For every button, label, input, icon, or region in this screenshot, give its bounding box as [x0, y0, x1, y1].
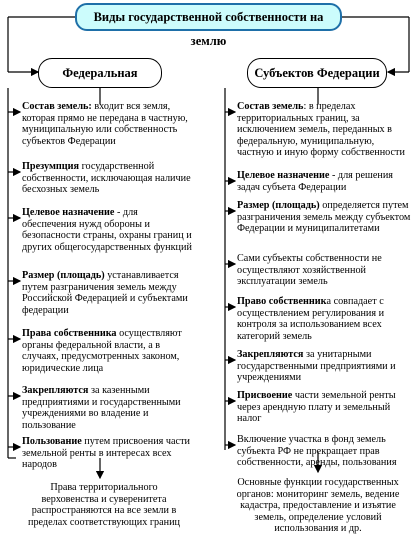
- federal-item: Права собственника осуществляют органы федеральной власти, а в случаях, предусмотренных законом, юридические лица: [22, 328, 182, 374]
- federal-item: Целевое назначение - для обеспечения нужд обороны и безопасности страны, охраны границ и других общегосударственных функций: [22, 207, 192, 253]
- federal-item: Пользование путем присвоения части земельной ренты в интересах всех народов: [22, 436, 190, 471]
- bottom-left-note: Права территориального верховенства и суверенитета распространяются на все земли в пределах соответствующих границ: [28, 482, 180, 528]
- subjects-item: Состав земель: в пределах территориальных границ, за исключением земель, переданных в федеральную, муниципальную, частную и иную форму собственности: [237, 101, 405, 159]
- subjects-item: Закрепляются за унитарными государственными предприятиями и учреждениями: [237, 349, 396, 384]
- federal-item: Презумпция государственной собственности, исключающая наличие бесхозных земель: [22, 161, 191, 196]
- bottom-right-note: Основные функции государственных органов: мониторинг земель, ведение кадастра, предоставление и изъятие земель, определение условий использования и др.: [236, 477, 400, 535]
- subjects-item: Присвоение части земельной ренты через арендную плату и земельный налог: [237, 390, 396, 425]
- subjects-item: Право собственника совпадает с осуществлением регулирования и контроля за использованием всех категорий земель: [237, 296, 385, 342]
- federal-header: Федеральная: [38, 58, 162, 88]
- federal-item: Закрепляются за казенными предприятиями и государственными учреждениями во владение и пользование: [22, 385, 181, 431]
- diagram-title: Виды государственной собственности на землю: [75, 3, 342, 31]
- federal-item: Размер (площадь) устанавливается путем разграничения земель между Российской Федерацией и субъектами федерации: [22, 270, 188, 316]
- subjects-item: Размер (площадь) определяется путем разграничения земель между субъектом Федерации и муниципалитетами: [237, 200, 411, 235]
- subjects-header: Субъектов Федерации: [247, 58, 387, 88]
- subjects-item: Включение участка в фонд земель субъекта РФ не прекращает прав собственности, аренды, пользования: [237, 434, 397, 469]
- federal-item: Состав земель: входит вся земля, которая прямо не передана в частную, муниципальную или собственность субъектов Федерации: [22, 101, 188, 147]
- subjects-item: Сами субъекты собственности не осуществляют хозяйственной эксплуатации земель: [237, 253, 382, 288]
- subjects-item: Целевое назначение - для решения задач субъета Федерации: [237, 170, 393, 193]
